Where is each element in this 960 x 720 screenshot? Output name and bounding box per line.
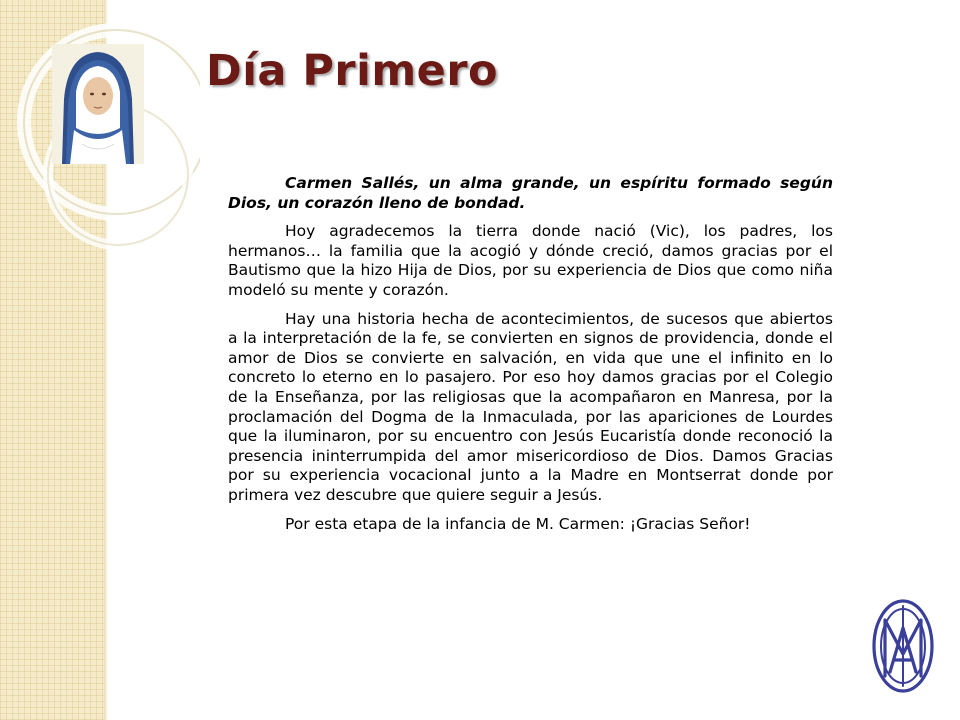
intro-paragraph: Carmen Sallés, un alma grande, un espíritu formado según Dios, un corazón lleno de bondad. [228,174,833,212]
body-text [228,174,833,543]
closing-prayer: Por esta etapa de la infancia de M. Carmen: ¡Gracias Señor! [285,514,751,533]
paragraph-gratitude-origins: Hoy agradecemos la tierra donde nació (Vic), los padres, los hermanos… la familia que la acogió y dónde creció, damos gracias por el Bautismo que la hizo Hija de Dios, por su experiencia de Dios que como niña modeló su mente y corazón. [228,222,833,299]
portrait-image [52,44,144,164]
page-title: Día Primero [206,46,499,96]
paragraph-history: Hay una historia hecha de acontecimientos, de sucesos que abiertos a la interpretación de la fe, se convierten en signos de providencia, donde el amor de Dios se convierte en salvación, en vida que une el infinito en lo concreto lo eterno en lo pasajero. Por eso hoy damos gracias por el Colegio de la Enseñanza, por las religiosas que la acompañaron en Manresa, por la proclamación del Dogma de la Inmaculada, por las apariciones de Lourdes que la iluminaron, por su encuentro con Jesús Eucaristía donde reconoció la presencia ininterrumpida del amor misericordioso de Dios. Damos Gracias por su experiencia vocacional junto a la Madre en Montserrat donde por primera vez descubre que quiere seguir a Jesús. [228,309,833,504]
portrait-nun-icon [52,44,144,164]
marian-monogram-emblem-icon [870,598,936,694]
